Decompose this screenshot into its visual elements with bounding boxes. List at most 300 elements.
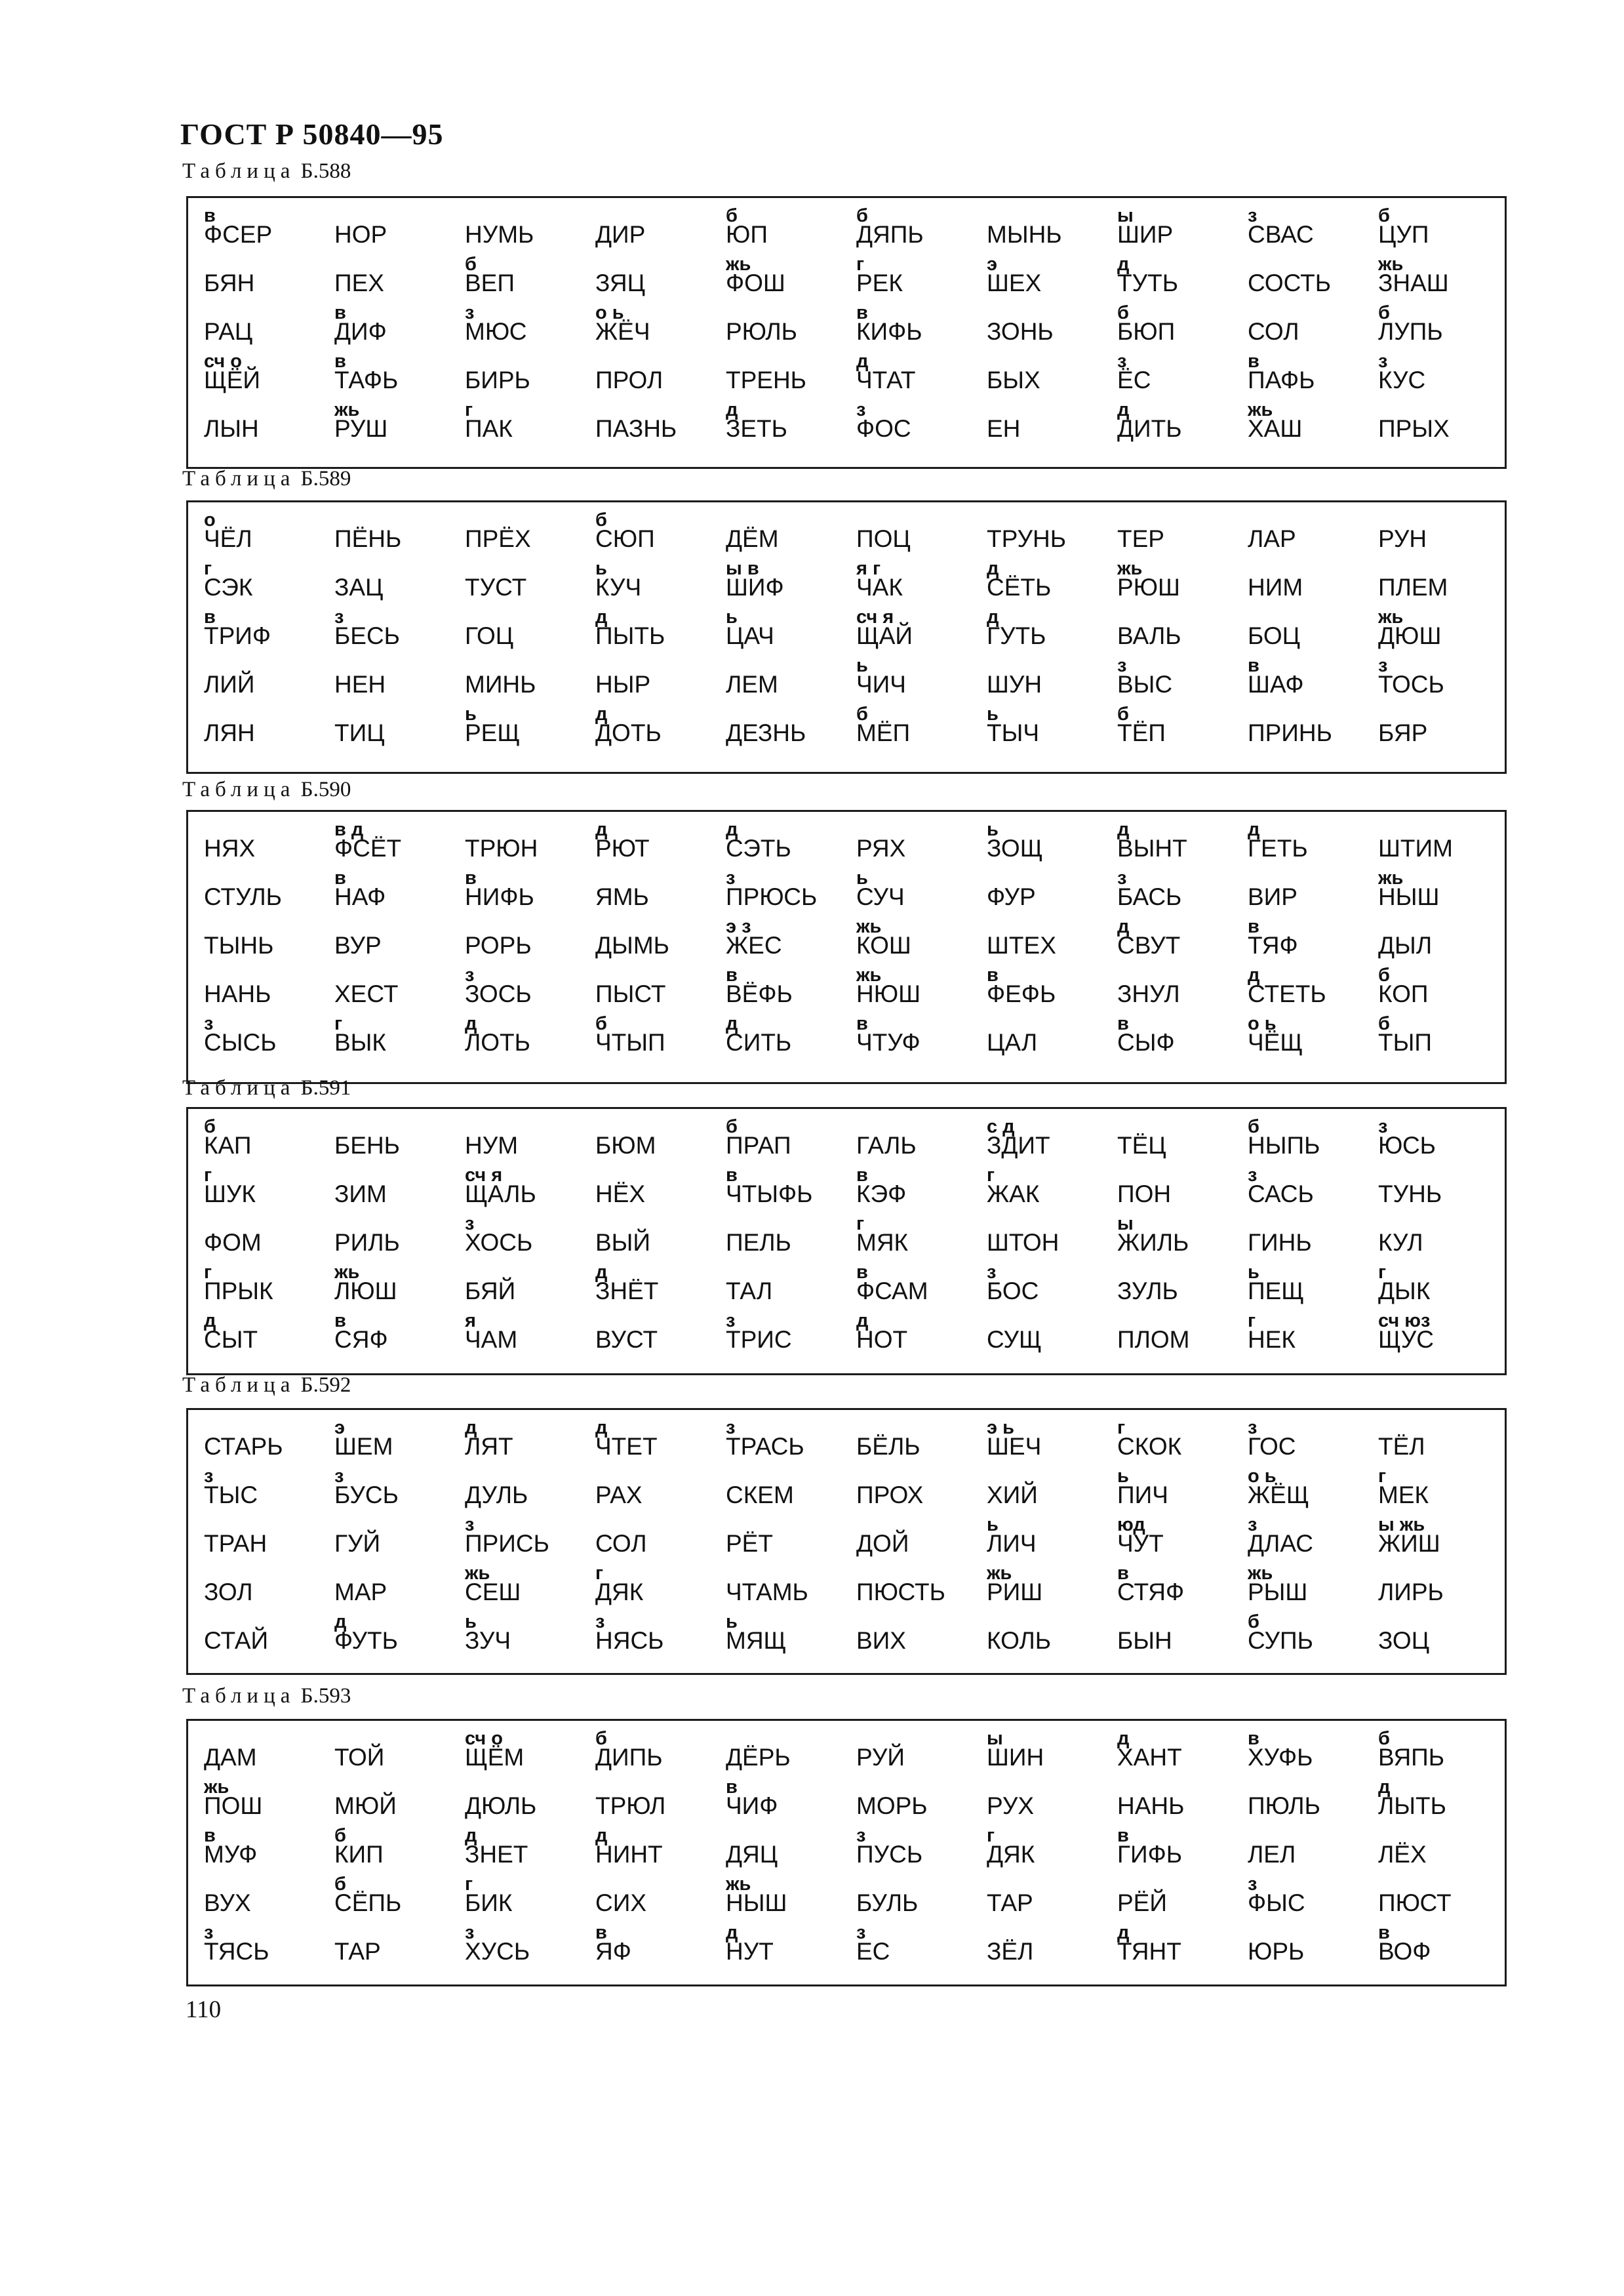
- table-cell: [980, 1206, 1111, 1255]
- cell-syllable: ШАФ: [1248, 671, 1304, 698]
- cell-syllable: ПЕЛЬ: [726, 1229, 791, 1256]
- cell-syllable: БЮМ: [595, 1132, 656, 1159]
- table-caption-number: Б.588: [300, 159, 351, 183]
- cell-syllable: ВОФ: [1378, 1938, 1431, 1965]
- table-cell: [589, 1818, 719, 1866]
- table-cell: [458, 957, 589, 1006]
- cell-syllable: ЕС: [856, 1938, 890, 1965]
- cell-syllable: ЧТЫП: [595, 1029, 665, 1056]
- table-cell: [589, 1459, 719, 1507]
- table-cell: [1111, 392, 1241, 441]
- table-cell: [1111, 1158, 1241, 1206]
- table-cell: [719, 1769, 850, 1818]
- table-cell: [197, 648, 328, 696]
- table-cell: [328, 295, 458, 344]
- table-cell: [1372, 1158, 1502, 1206]
- table-cell: [1241, 1507, 1372, 1556]
- cell-mark: д: [595, 1417, 608, 1438]
- cell-mark: д: [465, 1417, 477, 1438]
- cell-syllable: ЛЯТ: [465, 1433, 513, 1460]
- cell-syllable: СТУЛЬ: [204, 883, 282, 910]
- cell-syllable: ЧТАМЬ: [726, 1579, 808, 1605]
- table-cell: [1372, 344, 1502, 392]
- table-cell: [458, 1866, 589, 1915]
- table-cell: [458, 1206, 589, 1255]
- cell-mark: ь: [726, 607, 738, 628]
- table-cell: [980, 860, 1111, 909]
- cell-syllable: ШУН: [987, 671, 1042, 698]
- table-cell: [328, 1206, 458, 1255]
- table-cell: [980, 1255, 1111, 1303]
- table-cell: [850, 1818, 980, 1866]
- cell-syllable: ЩЁЙ: [204, 367, 260, 393]
- table-cell: [850, 1556, 980, 1604]
- cell-mark: юд: [1117, 1514, 1145, 1535]
- cell-syllable: НАФ: [334, 883, 386, 910]
- table-cell: [850, 860, 980, 909]
- cell-mark: б: [1378, 302, 1390, 323]
- cell-syllable: ГУТЬ: [987, 622, 1046, 649]
- cell-syllable: ЗНЁТ: [595, 1278, 659, 1304]
- cell-syllable: ФСАМ: [856, 1278, 928, 1304]
- table-caption: [182, 1684, 351, 1708]
- cell-syllable: БЕСЬ: [334, 622, 400, 649]
- cell-syllable: ДИФ: [334, 318, 387, 345]
- cell-mark: ь: [465, 1611, 477, 1632]
- cell-syllable: ЯФ: [595, 1938, 631, 1965]
- table-cell: [719, 247, 850, 295]
- table-cell: [1241, 812, 1372, 860]
- cell-syllable: ПОШ: [204, 1792, 263, 1819]
- table-cell: [589, 1255, 719, 1303]
- cell-mark: д: [1248, 965, 1260, 986]
- table-cell: [1241, 1915, 1372, 1964]
- table-caption-number: Б.591: [300, 1076, 351, 1100]
- table-cell: [589, 502, 719, 551]
- table-cell: [589, 551, 719, 599]
- cell-syllable: ВИР: [1248, 883, 1297, 910]
- cell-syllable: ДЁМ: [726, 525, 779, 552]
- cell-syllable: РЁТ: [726, 1530, 773, 1557]
- cell-syllable: ШЕМ: [334, 1433, 393, 1460]
- cell-syllable: ПЁНЬ: [334, 525, 402, 552]
- cell-syllable: КИФЬ: [856, 318, 922, 345]
- table-cell: [850, 344, 980, 392]
- table-cell: [197, 1410, 328, 1459]
- cell-syllable: СТЯФ: [1117, 1579, 1185, 1605]
- table-cell: [1111, 648, 1241, 696]
- table-cell: [589, 1769, 719, 1818]
- cell-syllable: КУЛ: [1378, 1229, 1423, 1256]
- table-cell: [589, 1915, 719, 1964]
- table-caption-label: Таблица: [182, 1373, 296, 1397]
- cell-mark: д: [465, 1013, 477, 1034]
- cell-syllable: ТАФЬ: [334, 367, 399, 393]
- cell-syllable: НОР: [334, 221, 387, 248]
- table-cell: [980, 1769, 1111, 1818]
- cell-mark: б: [1378, 1728, 1390, 1749]
- table-cell: [197, 1158, 328, 1206]
- cell-syllable: БЯН: [204, 270, 255, 296]
- cell-syllable: РЯХ: [856, 835, 906, 862]
- table-caption-label: Таблица: [182, 1684, 296, 1708]
- cell-syllable: НУМ: [465, 1132, 519, 1159]
- cell-syllable: ВЫНТ: [1117, 835, 1187, 862]
- cell-mark: ы: [1117, 205, 1134, 226]
- cell-syllable: ШИФ: [726, 574, 784, 601]
- cell-syllable: ЗЁЛ: [987, 1938, 1034, 1965]
- cell-syllable: ДЫЛ: [1378, 932, 1433, 959]
- table-cell: [719, 1410, 850, 1459]
- table-cell: [1372, 599, 1502, 648]
- cell-syllable: ЧТЕТ: [595, 1433, 658, 1460]
- cell-syllable: БАСЬ: [1117, 883, 1182, 910]
- cell-mark: сч я: [856, 607, 894, 628]
- cell-mark: д: [987, 607, 999, 628]
- cell-syllable: ПРЫХ: [1378, 415, 1450, 442]
- table-caption: [182, 159, 351, 184]
- table-cell: [589, 1006, 719, 1055]
- cell-syllable: ШУК: [204, 1180, 256, 1207]
- cell-syllable: ЛИРЬ: [1378, 1579, 1444, 1605]
- table-cell: [850, 1303, 980, 1352]
- cell-mark: з: [1378, 1116, 1388, 1137]
- table-cell: [197, 1721, 328, 1769]
- cell-mark: д: [465, 1825, 477, 1846]
- table-cell: [458, 551, 589, 599]
- table-cell: [458, 1915, 589, 1964]
- cell-mark: з: [726, 1417, 736, 1438]
- cell-mark: жь: [1117, 558, 1143, 579]
- cell-mark: з: [465, 1514, 475, 1535]
- table-cell: [850, 1255, 980, 1303]
- table-cell: [1372, 1556, 1502, 1604]
- cell-syllable: ЦАЛ: [987, 1029, 1038, 1056]
- table-cell: [719, 1459, 850, 1507]
- table-caption-label: Таблица: [182, 778, 296, 801]
- cell-syllable: ФСЕР: [204, 221, 273, 248]
- cell-syllable: САСЬ: [1248, 1180, 1314, 1207]
- table-cell: [719, 295, 850, 344]
- cell-mark: з: [1117, 351, 1127, 372]
- table-cell: [197, 502, 328, 551]
- cell-syllable: НЫШ: [1378, 883, 1440, 910]
- cell-syllable: ФОМ: [204, 1229, 262, 1256]
- cell-syllable: ХАШ: [1248, 415, 1303, 442]
- table-cell: [197, 1604, 328, 1653]
- table-cell: [1372, 1769, 1502, 1818]
- cell-syllable: НЫШ: [726, 1889, 787, 1916]
- table-cell: [458, 344, 589, 392]
- cell-syllable: ПЮЛЬ: [1248, 1792, 1320, 1819]
- cell-syllable: ТЯНТ: [1117, 1938, 1181, 1965]
- table-grid: [197, 1410, 1502, 1673]
- table-cell: [1241, 295, 1372, 344]
- table-cell: [719, 1915, 850, 1964]
- table-cell: [1111, 599, 1241, 648]
- table-cell: [1111, 344, 1241, 392]
- cell-syllable: БЮП: [1117, 318, 1176, 345]
- table-cell: [1241, 1604, 1372, 1653]
- cell-mark: д: [1117, 254, 1130, 275]
- table-cell: [719, 1866, 850, 1915]
- table-cell: [197, 295, 328, 344]
- table-grid: [197, 1109, 1502, 1373]
- cell-mark: ь: [1248, 1262, 1259, 1283]
- cell-syllable: ЛЕМ: [726, 671, 778, 698]
- table-cell: [197, 1303, 328, 1352]
- cell-syllable: ПЛЕМ: [1378, 574, 1448, 601]
- cell-mark: в: [1117, 1563, 1129, 1584]
- cell-mark: в: [334, 302, 346, 323]
- cell-syllable: РЕЩ: [465, 719, 521, 746]
- cell-syllable: ПЛОМ: [1117, 1326, 1190, 1353]
- cell-syllable: ТЫП: [1378, 1029, 1432, 1056]
- cell-mark: з: [204, 1922, 214, 1943]
- cell-syllable: ПЫТЬ: [595, 622, 665, 649]
- cell-syllable: ВИХ: [856, 1627, 906, 1654]
- cell-mark: ы в: [726, 558, 759, 579]
- cell-mark: г: [204, 1165, 212, 1186]
- cell-mark: б: [1378, 1013, 1390, 1034]
- cell-syllable: ДЫК: [1378, 1278, 1431, 1304]
- table-cell: [197, 247, 328, 295]
- table-caption: [182, 1373, 351, 1398]
- table-cell: [850, 957, 980, 1006]
- cell-syllable: СЮП: [595, 525, 655, 552]
- table-cell: [589, 812, 719, 860]
- cell-syllable: СИХ: [595, 1889, 646, 1916]
- cell-syllable: РЫШ: [1248, 1579, 1308, 1605]
- cell-syllable: НАНЬ: [204, 980, 271, 1007]
- table-cell: [1241, 198, 1372, 247]
- table-cell: [328, 1158, 458, 1206]
- table-cell: [980, 1459, 1111, 1507]
- table-cell: [719, 551, 850, 599]
- cell-mark: я: [465, 1310, 476, 1331]
- table-cell: [1111, 1206, 1241, 1255]
- cell-syllable: ЮРЬ: [1248, 1938, 1305, 1965]
- table-cell: [1372, 1721, 1502, 1769]
- cell-mark: г: [987, 1825, 995, 1846]
- cell-syllable: СОСТЬ: [1248, 270, 1332, 296]
- table-cell: [1111, 1006, 1241, 1055]
- cell-syllable: НЫР: [595, 671, 651, 698]
- cell-mark: ы жь: [1378, 1514, 1425, 1535]
- table-cell: [1111, 1303, 1241, 1352]
- page-number: 110: [186, 1996, 222, 2023]
- cell-mark: ь: [856, 868, 868, 889]
- table-cell: [328, 1721, 458, 1769]
- cell-mark: г: [204, 558, 212, 579]
- cell-syllable: ПУСЬ: [856, 1841, 923, 1868]
- cell-mark: з: [465, 1922, 475, 1943]
- cell-syllable: ЧТЫФЬ: [726, 1180, 813, 1207]
- table-cell: [1111, 1556, 1241, 1604]
- table-cell: [1241, 1006, 1372, 1055]
- table-cell: [719, 1818, 850, 1866]
- table-cell: [980, 247, 1111, 295]
- table-cell: [980, 1866, 1111, 1915]
- cell-mark: с д: [987, 1116, 1015, 1137]
- cell-syllable: ТЕР: [1117, 525, 1164, 552]
- cell-mark: б: [1378, 205, 1390, 226]
- table-cell: [328, 1410, 458, 1459]
- cell-syllable: НЯХ: [204, 835, 256, 862]
- table-cell: [1241, 696, 1372, 745]
- table-grid: [197, 198, 1502, 467]
- cell-syllable: ЛЯН: [204, 719, 255, 746]
- cell-syllable: БЕНЬ: [334, 1132, 400, 1159]
- cell-syllable: ПАК: [465, 415, 513, 442]
- cell-syllable: ВЯПЬ: [1378, 1744, 1445, 1771]
- table-cell: [1111, 1109, 1241, 1158]
- table-cell: [328, 1604, 458, 1653]
- table-cell: [589, 344, 719, 392]
- table-cell: [328, 1818, 458, 1866]
- table-cell: [1241, 1255, 1372, 1303]
- table-cell: [458, 1769, 589, 1818]
- cell-mark: о ь: [1248, 1013, 1277, 1034]
- table-cell: [980, 1556, 1111, 1604]
- cell-mark: з: [726, 868, 736, 889]
- cell-syllable: НЮШ: [856, 980, 921, 1007]
- cell-syllable: ШЕЧ: [987, 1433, 1042, 1460]
- table-cell: [458, 648, 589, 696]
- table-cell: [1111, 1604, 1241, 1653]
- table-cell: [328, 1915, 458, 1964]
- cell-syllable: МЮЙ: [334, 1792, 397, 1819]
- cell-syllable: ДИР: [595, 221, 646, 248]
- cell-syllable: РЁЙ: [1117, 1889, 1167, 1916]
- table-cell: [1241, 1158, 1372, 1206]
- table-cell: [1372, 1255, 1502, 1303]
- table-cell: [589, 648, 719, 696]
- table-cell: [197, 1915, 328, 1964]
- cell-mark: з: [1378, 655, 1388, 676]
- table-cell: [328, 551, 458, 599]
- table-cell: [980, 599, 1111, 648]
- table-cell: [1111, 198, 1241, 247]
- cell-mark: о ь: [1248, 1466, 1277, 1487]
- table-cell: [1111, 295, 1241, 344]
- cell-syllable: ШИР: [1117, 221, 1174, 248]
- table-cell: [458, 1604, 589, 1653]
- cell-syllable: ЗНАШ: [1378, 270, 1449, 296]
- cell-syllable: МЁП: [856, 719, 911, 746]
- cell-syllable: ЮП: [726, 221, 768, 248]
- table-cell: [719, 1206, 850, 1255]
- cell-mark: б: [595, 510, 607, 531]
- cell-syllable: НИМ: [1248, 574, 1303, 601]
- table-cell: [1241, 860, 1372, 909]
- cell-mark: в: [204, 1825, 216, 1846]
- table-cell: [458, 909, 589, 957]
- table-cell: [980, 551, 1111, 599]
- table-cell: [589, 1866, 719, 1915]
- cell-syllable: КУС: [1378, 367, 1426, 393]
- table-cell: [1241, 1721, 1372, 1769]
- cell-syllable: ЧЁЩ: [1248, 1029, 1303, 1056]
- cell-syllable: РИЛЬ: [334, 1229, 400, 1256]
- cell-mark: д: [856, 1310, 869, 1331]
- cell-mark: в: [856, 1013, 868, 1034]
- table-cell: [197, 599, 328, 648]
- cell-syllable: МЫНЬ: [987, 221, 1062, 248]
- cell-mark: г: [1378, 1262, 1387, 1283]
- table-cell: [328, 198, 458, 247]
- table-cell: [589, 1206, 719, 1255]
- table-cell: [1372, 1604, 1502, 1653]
- table-cell: [1241, 599, 1372, 648]
- cell-syllable: МЯК: [856, 1229, 909, 1256]
- cell-syllable: ХАНТ: [1117, 1744, 1182, 1771]
- table-cell: [458, 812, 589, 860]
- cell-mark: в: [1248, 351, 1259, 372]
- cell-syllable: ДЫМЬ: [595, 932, 669, 959]
- cell-mark: д: [1117, 819, 1130, 840]
- cell-syllable: ТУНЬ: [1378, 1180, 1442, 1207]
- cell-syllable: РАХ: [595, 1481, 643, 1508]
- table-cell: [980, 1303, 1111, 1352]
- cell-mark: ы: [987, 1728, 1003, 1749]
- cell-syllable: ХУСЬ: [465, 1938, 530, 1965]
- table-cell: [1372, 1866, 1502, 1915]
- table-cell: [719, 648, 850, 696]
- cell-syllable: ГОЦ: [465, 622, 514, 649]
- table-cell: [1241, 502, 1372, 551]
- table-cell: [458, 860, 589, 909]
- table-cell: [1111, 812, 1241, 860]
- cell-mark: з: [334, 1466, 344, 1487]
- table-cell: [1111, 696, 1241, 745]
- cell-syllable: МОРЬ: [856, 1792, 928, 1819]
- cell-mark: в: [595, 1922, 607, 1943]
- cell-syllable: ГАЛЬ: [856, 1132, 917, 1159]
- cell-syllable: СЁПЬ: [334, 1889, 402, 1916]
- table-cell: [719, 1109, 850, 1158]
- cell-syllable: ЩАЛЬ: [465, 1180, 536, 1207]
- cell-mark: ь: [987, 1514, 999, 1535]
- cell-syllable: ФУР: [987, 883, 1036, 910]
- table-cell: [197, 1507, 328, 1556]
- cell-syllable: ТАЛ: [726, 1278, 773, 1304]
- cell-syllable: ЦАЧ: [726, 622, 774, 649]
- cell-syllable: ФУТЬ: [334, 1627, 398, 1654]
- cell-mark: жь: [856, 916, 882, 937]
- cell-syllable: ПРОХ: [856, 1481, 924, 1508]
- table-cell: [458, 247, 589, 295]
- cell-syllable: ВЫЙ: [595, 1229, 651, 1256]
- cell-mark: сч юз: [1378, 1310, 1431, 1331]
- cell-mark: д: [204, 1310, 216, 1331]
- cell-syllable: ТЯФ: [1248, 932, 1298, 959]
- table-cell: [850, 648, 980, 696]
- cell-mark: б: [204, 1116, 216, 1137]
- table-cell: [328, 1255, 458, 1303]
- cell-syllable: ВЁФЬ: [726, 980, 793, 1007]
- table-cell: [589, 1507, 719, 1556]
- cell-mark: в: [856, 302, 868, 323]
- table-cell: [1372, 909, 1502, 957]
- cell-mark: г: [595, 1563, 604, 1584]
- cell-syllable: КАП: [204, 1132, 252, 1159]
- cell-syllable: ЛЮШ: [334, 1278, 397, 1304]
- table-cell: [719, 1006, 850, 1055]
- cell-syllable: ДОТЬ: [595, 719, 662, 746]
- cell-mark: з: [465, 965, 475, 986]
- table-cell: [197, 1006, 328, 1055]
